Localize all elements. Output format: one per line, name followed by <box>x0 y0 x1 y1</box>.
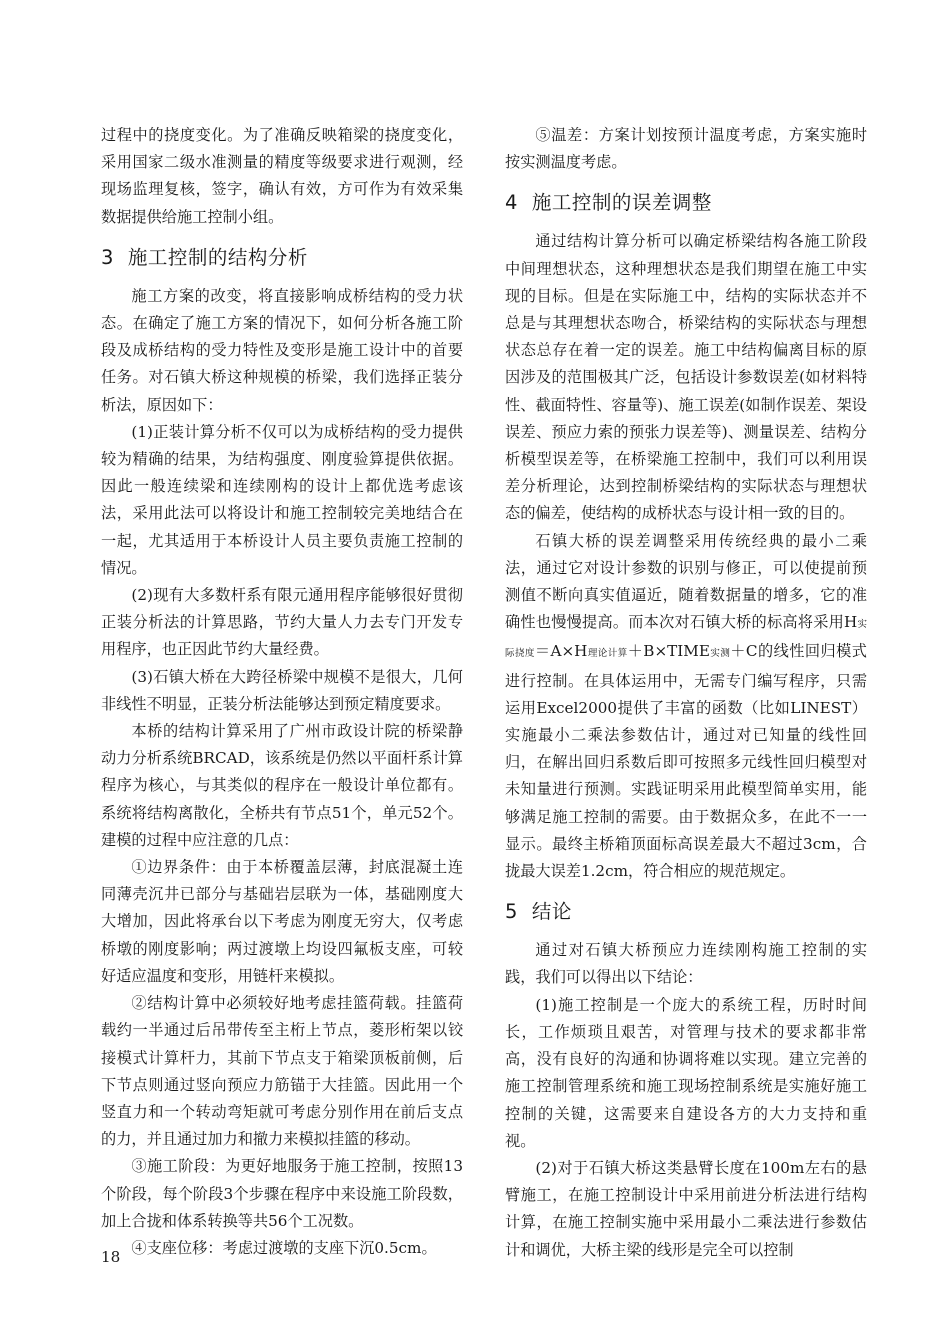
section-3-title: 施工控制的结构分析 <box>127 245 308 269</box>
equation-subscript-theoretical: 理论计算 <box>587 648 628 660</box>
section-4-heading <box>505 186 867 220</box>
paragraph-reason-1: (1)正装计算分析不仅可以为成桥结构的受力提供较为精确的结果，为结构强度、刚度验算提供依据。因此一般连续梁和连续刚构的设计上都优选考虑该法，采用此法可以将设计和施工控制较完美地结合在一起，尤其适用于本桥设计人员主要负责施工控制的情况。 <box>101 422 463 577</box>
paragraph-construction-stages: ③施工阶段：为更好地服务于施工控制，按照13个阶段，每个阶段3个步骤在程序中来设施工阶段数，加上合拢和体系转换等共56个工况数。 <box>101 1157 463 1230</box>
paragraph-boundary-conditions: ①边界条件：由于本桥覆盖层薄，封底混凝土连同薄壳沉井已部分与基础岩层联为一体，基础刚度大大增加，因此将承台以下考虑为刚度无穷大，仅考虑桥墩的刚度影响；两过渡墩上均设四氟板支座，可较好适应温度和变形，用链杆来模拟。 <box>101 858 463 985</box>
paragraph-temperature: ⑤温差：方案计划按预计温度考虑，方案实施时按实测温度考虑。 <box>505 126 867 172</box>
equation-part-a: ＝A×H <box>534 642 588 661</box>
section-3-heading <box>101 241 463 275</box>
section-4-number: 4 <box>505 191 518 215</box>
least-squares-text-b: ＋C的线性回归模式进行控制。在具体运用中，无需专门编写程序，只需运用Excel2000提供了丰富的函数（比如LINEST）实施最小二乘法参数估计，通过对已知量的线性回归，在解出回归系数后即可按照多元线性回归模型对未知量进行预测。实践证明采用此模型简单实用，能够满足施工控制的需要。由于数据众多，在此不一一显示。最终主桥箱顶面标高误差最大不超过3cm，合拢最大误差1.2cm，符合相应的规范规定。 <box>505 642 867 881</box>
paragraph-least-squares <box>505 528 867 886</box>
paragraph-brcad-system: 本桥的结构计算采用了广州市政设计院的桥梁静动力分析系统BRCAD，该系统是仍然以平面杆系计算程序为核心，与其类似的程序在一般设计单位都有。系统将结构离散化，全桥共有节点51个，单元52个。建模的过程中应注意的几点： <box>101 722 463 849</box>
section-5-heading <box>505 895 867 929</box>
paragraph-conclusion-intro: 通过对石镇大桥预应力连续刚构施工控制的实践，我们可以得出以下结论： <box>505 941 867 987</box>
left-column <box>101 122 463 1262</box>
equation-subscript-actual-deflection: 实际挠度 <box>505 619 867 660</box>
paragraph-conclusion-1: (1)施工控制是一个庞大的系统工程，历时时间长，工作烦琐且艰苦，对管理与技术的要求都非常高，没有良好的沟通和协调将难以实现。建立完善的施工控制管理系统和施工现场控制系统是实施好施工控制的关键，这需要来自建设各方的大力支持和重视。 <box>505 995 867 1150</box>
section-5-title: 结论 <box>531 900 572 924</box>
section-3-number: 3 <box>101 245 114 269</box>
right-column <box>505 122 867 1264</box>
least-squares-text-a: 石镇大桥的误差调整采用传统经典的最小二乘法，通过它对设计参数的识别与修正，可以使提前预测值不断向真实值逼近，随着数据量的增多，它的准确性也慢慢提高。而本次对石镇大桥的标高将采用H <box>505 531 867 632</box>
section-5-number: 5 <box>505 900 518 924</box>
paragraph-error-sources: 通过结构计算分析可以确定桥梁结构各施工阶段中间理想状态，这种理想状态是我们期望在施工中实现的目标。但是在实际施工中，结构的实际状态并不总是与其理想状态吻合，桥梁结构的实际状态与理想状态总存在着一定的误差。施工中结构偏离目标的原因涉及的范围极其广泛，包括设计参数误差(如材料特性、截面特性、容量等)、施工误差(如制作误差、架设误差、预应力索的预张力误差等)、测量误差、结构分析模型误差等，在桥梁施工控制中，我们可以利用误差分析理论，达到控制桥梁结构的实际状态与理想状态的偏差，使结构的成桥状态与设计相一致的目的。 <box>505 232 867 523</box>
equation-subscript-measured: 实测 <box>709 648 731 660</box>
page-number: 18 <box>101 1248 121 1266</box>
paragraph-reason-2: (2)现有大多数杆系有限元通用程序能够很好贯彻正装分析法的计算思路，节约大量人力去专门开发专用程序，也正因此节约大量经费。 <box>101 586 463 659</box>
paragraph-reason-3: (3)石镇大桥在大跨径桥梁中规模不是很大，几何非线性不明显，正装分析法能够达到预定精度要求。 <box>101 667 463 713</box>
paragraph-intro-continuation: 过程中的挠度变化。为了准确反映箱梁的挠度变化，采用国家二级水准测量的精度等级要求进行观测，经现场监理复核，签字，确认有效，方可作为有效采集数据提供给施工控制小组。 <box>101 126 463 226</box>
paragraph-support-displacement: ④支座位移：考虑过渡墩的支座下沉0.5cm。 <box>131 1238 437 1257</box>
paragraph-construction-plan: 施工方案的改变，将直接影响成桥结构的受力状态。在确定了施工方案的情况下，如何分析各施工阶段及成桥结构的受力特性及变形是施工设计中的首要任务。对石镇大桥这种规模的桥梁，我们选择正装分析法，原因如下： <box>101 286 463 414</box>
equation-part-b: ＋B×TIME <box>627 642 710 661</box>
section-4-title: 施工控制的误差调整 <box>531 191 712 215</box>
paragraph-hanging-basket-load: ②结构计算中必须较好地考虑挂篮荷载。挂篮荷载约一半通过后吊带传至主桁上节点，菱形桁架以铰接模式计算杆力，其前下节点支于箱梁顶板前侧，后下节点则通过竖向预应力筋锚于大挂篮。因此用一个竖直力和一个转动弯矩就可考虑分别作用在前后支点的力，并且通过加力和撤力来模拟挂篮的移动。 <box>101 994 463 1149</box>
paragraph-conclusion-2: (2)对于石镇大桥这类悬臂长度在100m左右的悬臂施工，在施工控制设计中采用前进分析法进行结构计算，在施工控制实施中采用最小二乘法进行参数估计和调优，大桥主梁的线形是完全可以控制 <box>505 1158 867 1259</box>
